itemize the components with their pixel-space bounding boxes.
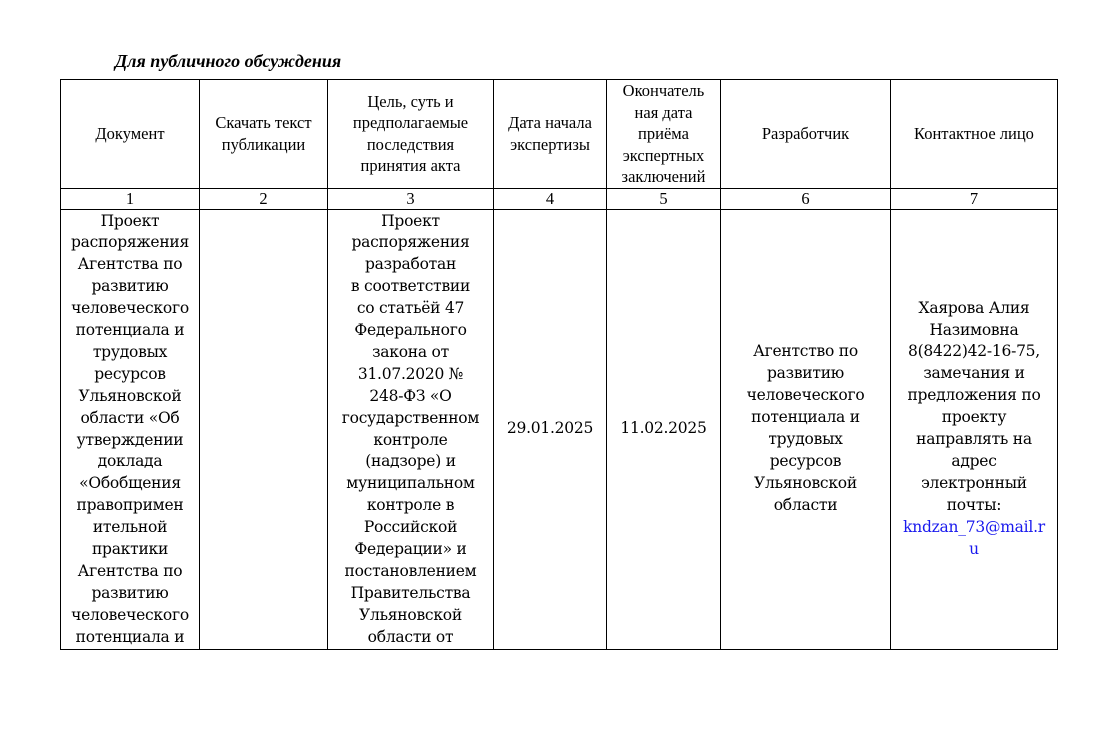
text-line: предполагаемые: [352, 113, 469, 133]
text-line: постановлением: [344, 562, 477, 580]
column-number: 5: [607, 188, 721, 209]
column-number: 7: [891, 188, 1058, 209]
text-line: области «Об: [80, 408, 180, 427]
text-line: области от: [367, 627, 454, 646]
cell-contact: [891, 209, 1058, 649]
text-line: последствия: [366, 134, 455, 154]
text-line: ительной: [92, 518, 168, 537]
text-line: потенциала и: [75, 321, 185, 340]
text-line: закона от: [372, 342, 449, 361]
text-line: Окончатель: [622, 81, 705, 100]
text-line: Ульяновской: [754, 473, 857, 492]
text-line: потенциала и: [751, 408, 860, 427]
text-line: Агентства по: [77, 562, 183, 580]
header-contact: [891, 80, 1058, 189]
column-number: 4: [494, 188, 607, 209]
text-line: Хаярова Алия: [918, 298, 1030, 317]
text-line: Дата начала: [508, 113, 592, 133]
text-line: области: [773, 495, 838, 514]
text-line: Проект: [100, 211, 160, 230]
cell-start-date: 29.01.2025: [494, 209, 607, 649]
text-line: заключений: [621, 167, 706, 186]
text-line: трудовых: [92, 342, 168, 361]
text-line: Контактное лицо: [914, 124, 1034, 143]
text-line: экспертизы: [510, 134, 590, 154]
column-number: 1: [61, 188, 200, 209]
cell-end-date: 11.02.2025: [607, 209, 721, 649]
text-line: в соответствии: [350, 277, 471, 296]
text-line: Федерального: [354, 321, 467, 340]
text-line: публикации: [221, 134, 306, 154]
text-line: замечания и: [923, 364, 1025, 383]
text-line: контроле в: [366, 496, 455, 515]
text-line: правопримен: [76, 496, 184, 515]
text-line: Проект: [381, 211, 440, 230]
column-number: 3: [328, 188, 494, 209]
text-line: предложения по: [907, 386, 1041, 405]
text-line: проекту: [941, 408, 1007, 427]
text-line: контроле: [373, 430, 448, 449]
text-line: распоряжения: [70, 233, 190, 252]
text-line: потенциала и: [75, 627, 185, 646]
text-line: государственном: [341, 408, 480, 427]
text-line: Ульяновской: [78, 386, 182, 405]
text-line: адрес: [951, 451, 997, 470]
text-line: «Обобщения: [79, 474, 181, 493]
text-line: направлять на: [916, 430, 1032, 449]
text-line: (надзоре) и: [365, 452, 456, 471]
text-line: u: [969, 539, 979, 558]
text-line: Документ: [95, 124, 165, 143]
text-line: Агентства по: [77, 255, 183, 274]
text-line: Скачать текст: [215, 113, 312, 133]
text-line: ресурсов: [94, 364, 166, 383]
header-purpose: [328, 80, 494, 189]
cell-developer: [721, 209, 891, 649]
text-line: kndzan_73@mail.r: [903, 517, 1045, 536]
cell-document: [61, 209, 200, 649]
text-line: доклада: [97, 452, 163, 471]
text-line: муниципальном: [346, 474, 475, 493]
column-number-row: [61, 188, 1058, 209]
text-line: Агентство по: [753, 342, 858, 361]
text-line: 31.07.2020 №: [357, 364, 464, 383]
text-line: Российской: [363, 518, 458, 537]
text-line: Разработчик: [761, 124, 850, 143]
text-line: почты:: [946, 495, 1002, 514]
text-line: Федерации» и: [354, 540, 467, 559]
table-header-row: [61, 80, 1058, 189]
cell-purpose: [328, 209, 494, 649]
text-line: распоряжения: [351, 233, 470, 252]
text-line: развитию: [91, 583, 169, 602]
header-developer: [721, 80, 891, 189]
header-start-date: [494, 80, 607, 189]
contact-email-link[interactable]: [892, 517, 1056, 561]
column-number: 6: [721, 188, 891, 209]
text-line: человеческого: [71, 299, 189, 318]
column-number: 2: [200, 188, 328, 209]
text-line: человеческого: [746, 386, 865, 405]
text-line: ная дата: [634, 102, 693, 122]
text-line: разработан: [364, 255, 457, 274]
text-line: развитию: [766, 364, 845, 383]
text-line: со статьёй 47: [356, 299, 465, 318]
public-discussion-table: [60, 79, 1058, 650]
text-line: принятия акта: [360, 156, 461, 176]
header-download: [200, 80, 328, 189]
header-end-date: [607, 80, 721, 189]
text-line: 8(8422)42-16-75,: [908, 342, 1040, 361]
text-line: практики: [91, 540, 169, 559]
table-row: [61, 209, 1058, 649]
text-line: утверждении: [76, 430, 184, 449]
text-line: Ульяновской: [359, 605, 462, 624]
text-line: электронный: [921, 473, 1027, 492]
text-line: развитию: [91, 277, 169, 296]
text-line: человеческого: [71, 605, 189, 624]
text-line: Цель, суть и: [367, 91, 454, 111]
document-title: Для публичного обсуждения: [115, 51, 342, 71]
text-line: Назимовна: [929, 320, 1019, 339]
text-line: экспертных: [622, 145, 705, 165]
cell-download-text[interactable]: [200, 209, 328, 649]
text-line: ресурсов: [769, 451, 842, 470]
header-document: [61, 80, 200, 189]
text-line: трудовых: [768, 430, 843, 449]
text-line: Правительства: [350, 583, 471, 602]
contact-text: [892, 298, 1056, 517]
text-line: 248-ФЗ «О: [369, 386, 452, 405]
text-line: приёма: [638, 124, 689, 143]
